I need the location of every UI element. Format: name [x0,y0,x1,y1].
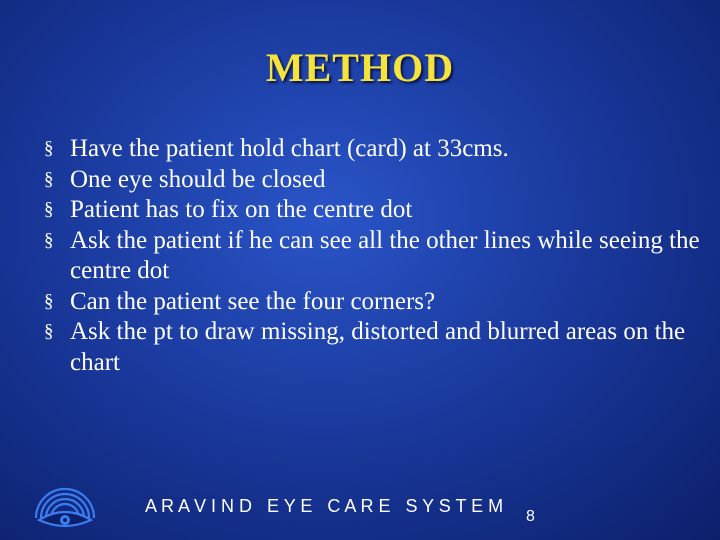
footer-organization: A R A V I N D E Y E C A R E S Y S T E M [145,496,504,516]
bullet-text: Ask the pt to draw missing, distorted and blurred areas on the chart [70,318,686,376]
slide-title: METHOD [265,45,455,90]
bullet-text: Have the patient hold chart (card) at 33cms. [70,135,509,162]
slide-number: 8 [526,508,535,525]
bullet-marker: § [44,199,54,220]
bullet-marker: § [44,138,54,159]
bullet-item [44,226,704,287]
bullet-text: Ask the patient if he can see all the other lines while seeing the centre dot [70,226,700,284]
bullet-marker: § [44,168,54,190]
bullet-marker: § [44,290,54,312]
bullet-text: Can the patient see the four corners? [70,287,436,315]
bullet-text: One eye should be closed [70,165,326,193]
bullet-marker: § [44,321,54,342]
bullet-item [44,165,704,196]
aravind-eye-logo-icon [30,478,100,530]
bullet-marker: § [44,229,54,251]
bullet-item [44,134,704,165]
bullet-text: Patient has to fix on the centre dot [70,196,413,223]
bullet-item [44,195,704,226]
bullet-list [44,134,704,378]
bullet-item [44,287,704,318]
bullet-item [44,317,704,378]
